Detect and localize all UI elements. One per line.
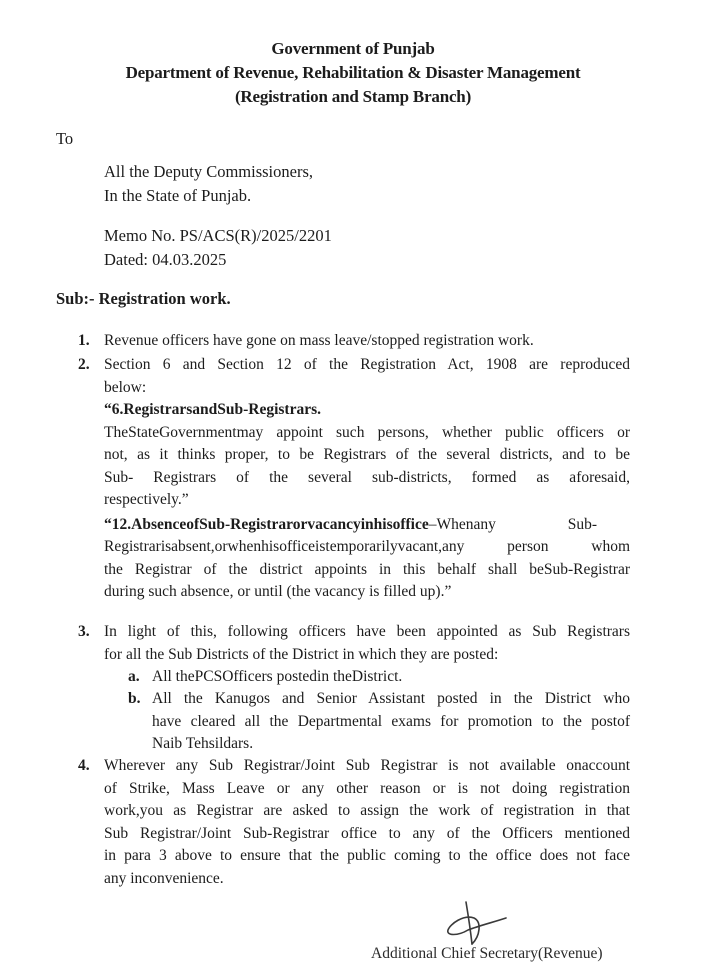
signature-icon xyxy=(444,900,534,950)
addressee xyxy=(104,160,313,208)
quote-text: Registrarisabsent,orwhenhisofficeistemporarilyvacant,any person whom xyxy=(104,538,630,555)
sub-item-letter: a. xyxy=(128,668,140,685)
paragraph-text: Revenue officers have gone on mass leave/stopped registration work. xyxy=(104,332,534,349)
memo-date: Dated: 04.03.2025 xyxy=(104,250,227,269)
section-12-heading-line xyxy=(104,514,630,537)
quote-text: the Registrar of the district appoints in this behalf shall beSub-Registrar xyxy=(104,560,630,578)
section-12-quote xyxy=(104,514,630,604)
addressee-line: In the State of Punjab. xyxy=(104,186,252,205)
to-label: To xyxy=(56,129,74,148)
paragraph-number: 4. xyxy=(78,757,90,774)
paragraph-number: 3. xyxy=(78,623,90,640)
section-6-title: “6.RegistrarsandSub-Registrars. xyxy=(104,401,321,418)
paragraph-text: Sub Registrar/Joint Sub-Registrar office to any of the Officers mentioned xyxy=(104,824,630,842)
paragraph-text: Wherever any Sub Registrar/Joint Sub Registrar is not available onaccount xyxy=(104,757,630,774)
paragraph-text: Section 6 and Section 12 of the Registration Act, 1908 are reproduced xyxy=(104,356,630,373)
letterhead-department: Department of Revenue, Rehabilitation & Disaster Management xyxy=(125,63,581,82)
paragraph-text: any inconvenience. xyxy=(104,869,224,887)
subject-line: Sub:- Registration work. xyxy=(56,289,231,308)
section-12-title: “12.AbsenceofSub-Registrarorvacancyinhisoffice xyxy=(104,515,429,533)
paragraph-number: 1. xyxy=(78,332,90,349)
paragraph-number: 2. xyxy=(78,356,90,373)
paragraph-text: in para 3 above to ensure that the public coming to the office does not face xyxy=(104,847,630,864)
sub-item-text: All the Kanugos and Senior Assistant posted in the District who xyxy=(152,690,630,707)
quote-text: during such absence, or until (the vacancy is filled up).” xyxy=(104,583,452,600)
sub-item-text: Naib Tehsildars. xyxy=(152,735,254,752)
sub-item-text: have cleared all the Departmental exams for promotion to the postof xyxy=(152,712,630,730)
sub-item-letter: b. xyxy=(128,690,141,707)
letterhead-government: Government of Punjab xyxy=(271,39,435,58)
paragraph-text: for all the Sub Districts of the District in which they are posted: xyxy=(104,645,499,663)
quote-text: not, as it thinks proper, to be Registrars of the several districts, and to be xyxy=(104,446,630,463)
section-6-quote xyxy=(104,399,630,512)
quote-text: –Whenany Sub- xyxy=(428,515,598,533)
quote-text: TheStateGovernmentmay appoint such persons, whether public officers or xyxy=(104,423,630,441)
paragraph-text: work,you as Registrar are asked to assign the work of registration in that xyxy=(104,802,630,819)
memo-reference xyxy=(104,224,332,272)
sub-item-text: All thePCSOfficers postedin theDistrict. xyxy=(152,668,403,685)
quote-text: respectively.” xyxy=(104,491,189,508)
quote-text: Sub- Registrars of the several sub-districts, formed as aforesaid, xyxy=(104,468,630,486)
paragraph-text: In light of this, following officers have been appointed as Sub Registrars xyxy=(104,623,630,640)
paragraph-text: of Strike, Mass Leave or any other reason or is not doing registration xyxy=(104,779,630,797)
memo-number: Memo No. PS/ACS(R)/2025/2201 xyxy=(104,226,332,245)
signatory-designation: Additional Chief Secretary(Revenue) xyxy=(371,945,603,962)
paragraph-text: below: xyxy=(104,378,147,396)
addressee-line: All the Deputy Commissioners, xyxy=(104,162,313,181)
letterhead-branch: (Registration and Stamp Branch) xyxy=(234,87,472,106)
letterhead xyxy=(0,37,706,109)
